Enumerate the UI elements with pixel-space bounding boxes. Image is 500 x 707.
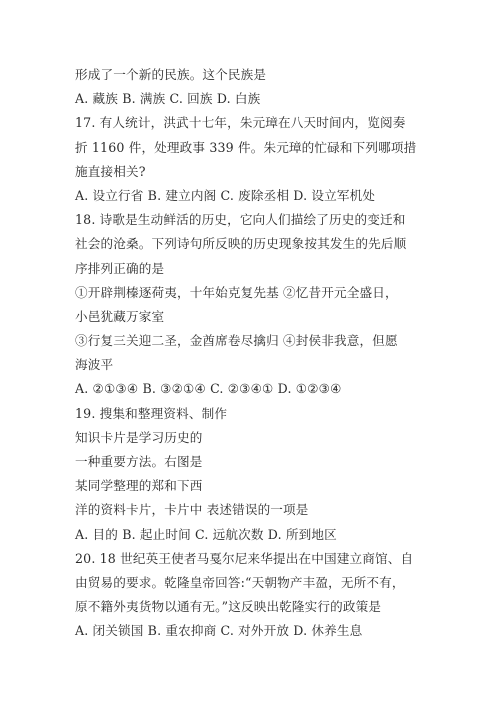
question-18-line: 18. 诗歌是生动鲜活的历史，它向人们描绘了历史的变迁和: [75, 212, 406, 228]
text-line: 一种重要方法。右图是: [75, 454, 203, 469]
poem-line: ③行复三关迎二圣，金酋席卷尽擒归 ④封侯非我意，但愿: [75, 333, 398, 349]
text-line: 序排列正确的是: [75, 260, 165, 276]
text-line: 由贸易的要求。乾隆皇帝回答:“天朝物产丰盈，无所不有，: [75, 574, 405, 590]
answer-options-line: A. 闭关锁国 B. 重农抑商 C. 对外开放 D. 休养生息: [75, 623, 363, 639]
text-line: 社会的沧桑。下列诗句所反映的历史现象按其发生的先后顺: [75, 236, 407, 252]
text-line: 知识卡片是学习历史的: [75, 429, 203, 445]
question-17-line: 17. 有人统计，洪武十七年，朱元璋在八天时间内，览阅奏: [75, 115, 406, 131]
document-text-body: [75, 63, 437, 644]
text-line: 施直接相关?: [75, 163, 146, 179]
answer-options-line: A. 设立行省 B. 建立内阁 C. 废除丞相 D. 设立军机处: [75, 187, 376, 203]
text-line: 折 1160 件，处理政事 339 件。朱元璋的忙碌和下列哪项措: [75, 139, 417, 155]
answer-options-line: A. 目的 B. 起止时间 C. 远航次数 D. 所到地区: [75, 526, 337, 542]
poem-line: 海波平: [75, 357, 114, 373]
question-20-line: 20. 18 世纪英王使者马戛尔尼来华提出在中国建立商馆、自: [75, 550, 414, 566]
text-line: 某同学整理的郑和下西: [75, 478, 203, 494]
answer-options-line: A. 藏族 B. 满族 C. 回族 D. 白族: [75, 91, 261, 107]
text-line: 洋的资料卡片，卡片中 表述错误的一项是: [75, 502, 309, 518]
poem-line: ①开辟荆榛逐荷夷，十年始克复先基 ②忆昔开元全盛日，: [75, 284, 398, 300]
question-19-line: 19. 搜集和整理资料、制作: [75, 405, 228, 421]
answer-options-line: A. ②①③④ B. ③②①④ C. ②③④① D. ①②③④: [75, 381, 342, 397]
poem-line: 小邑犹藏万家室: [75, 308, 165, 324]
text-line: 原不籍外夷货物以通有无。”这反映出乾隆实行的政策是: [75, 599, 382, 615]
text-line: 形成了一个新的民族。这个民族是: [75, 67, 267, 82]
